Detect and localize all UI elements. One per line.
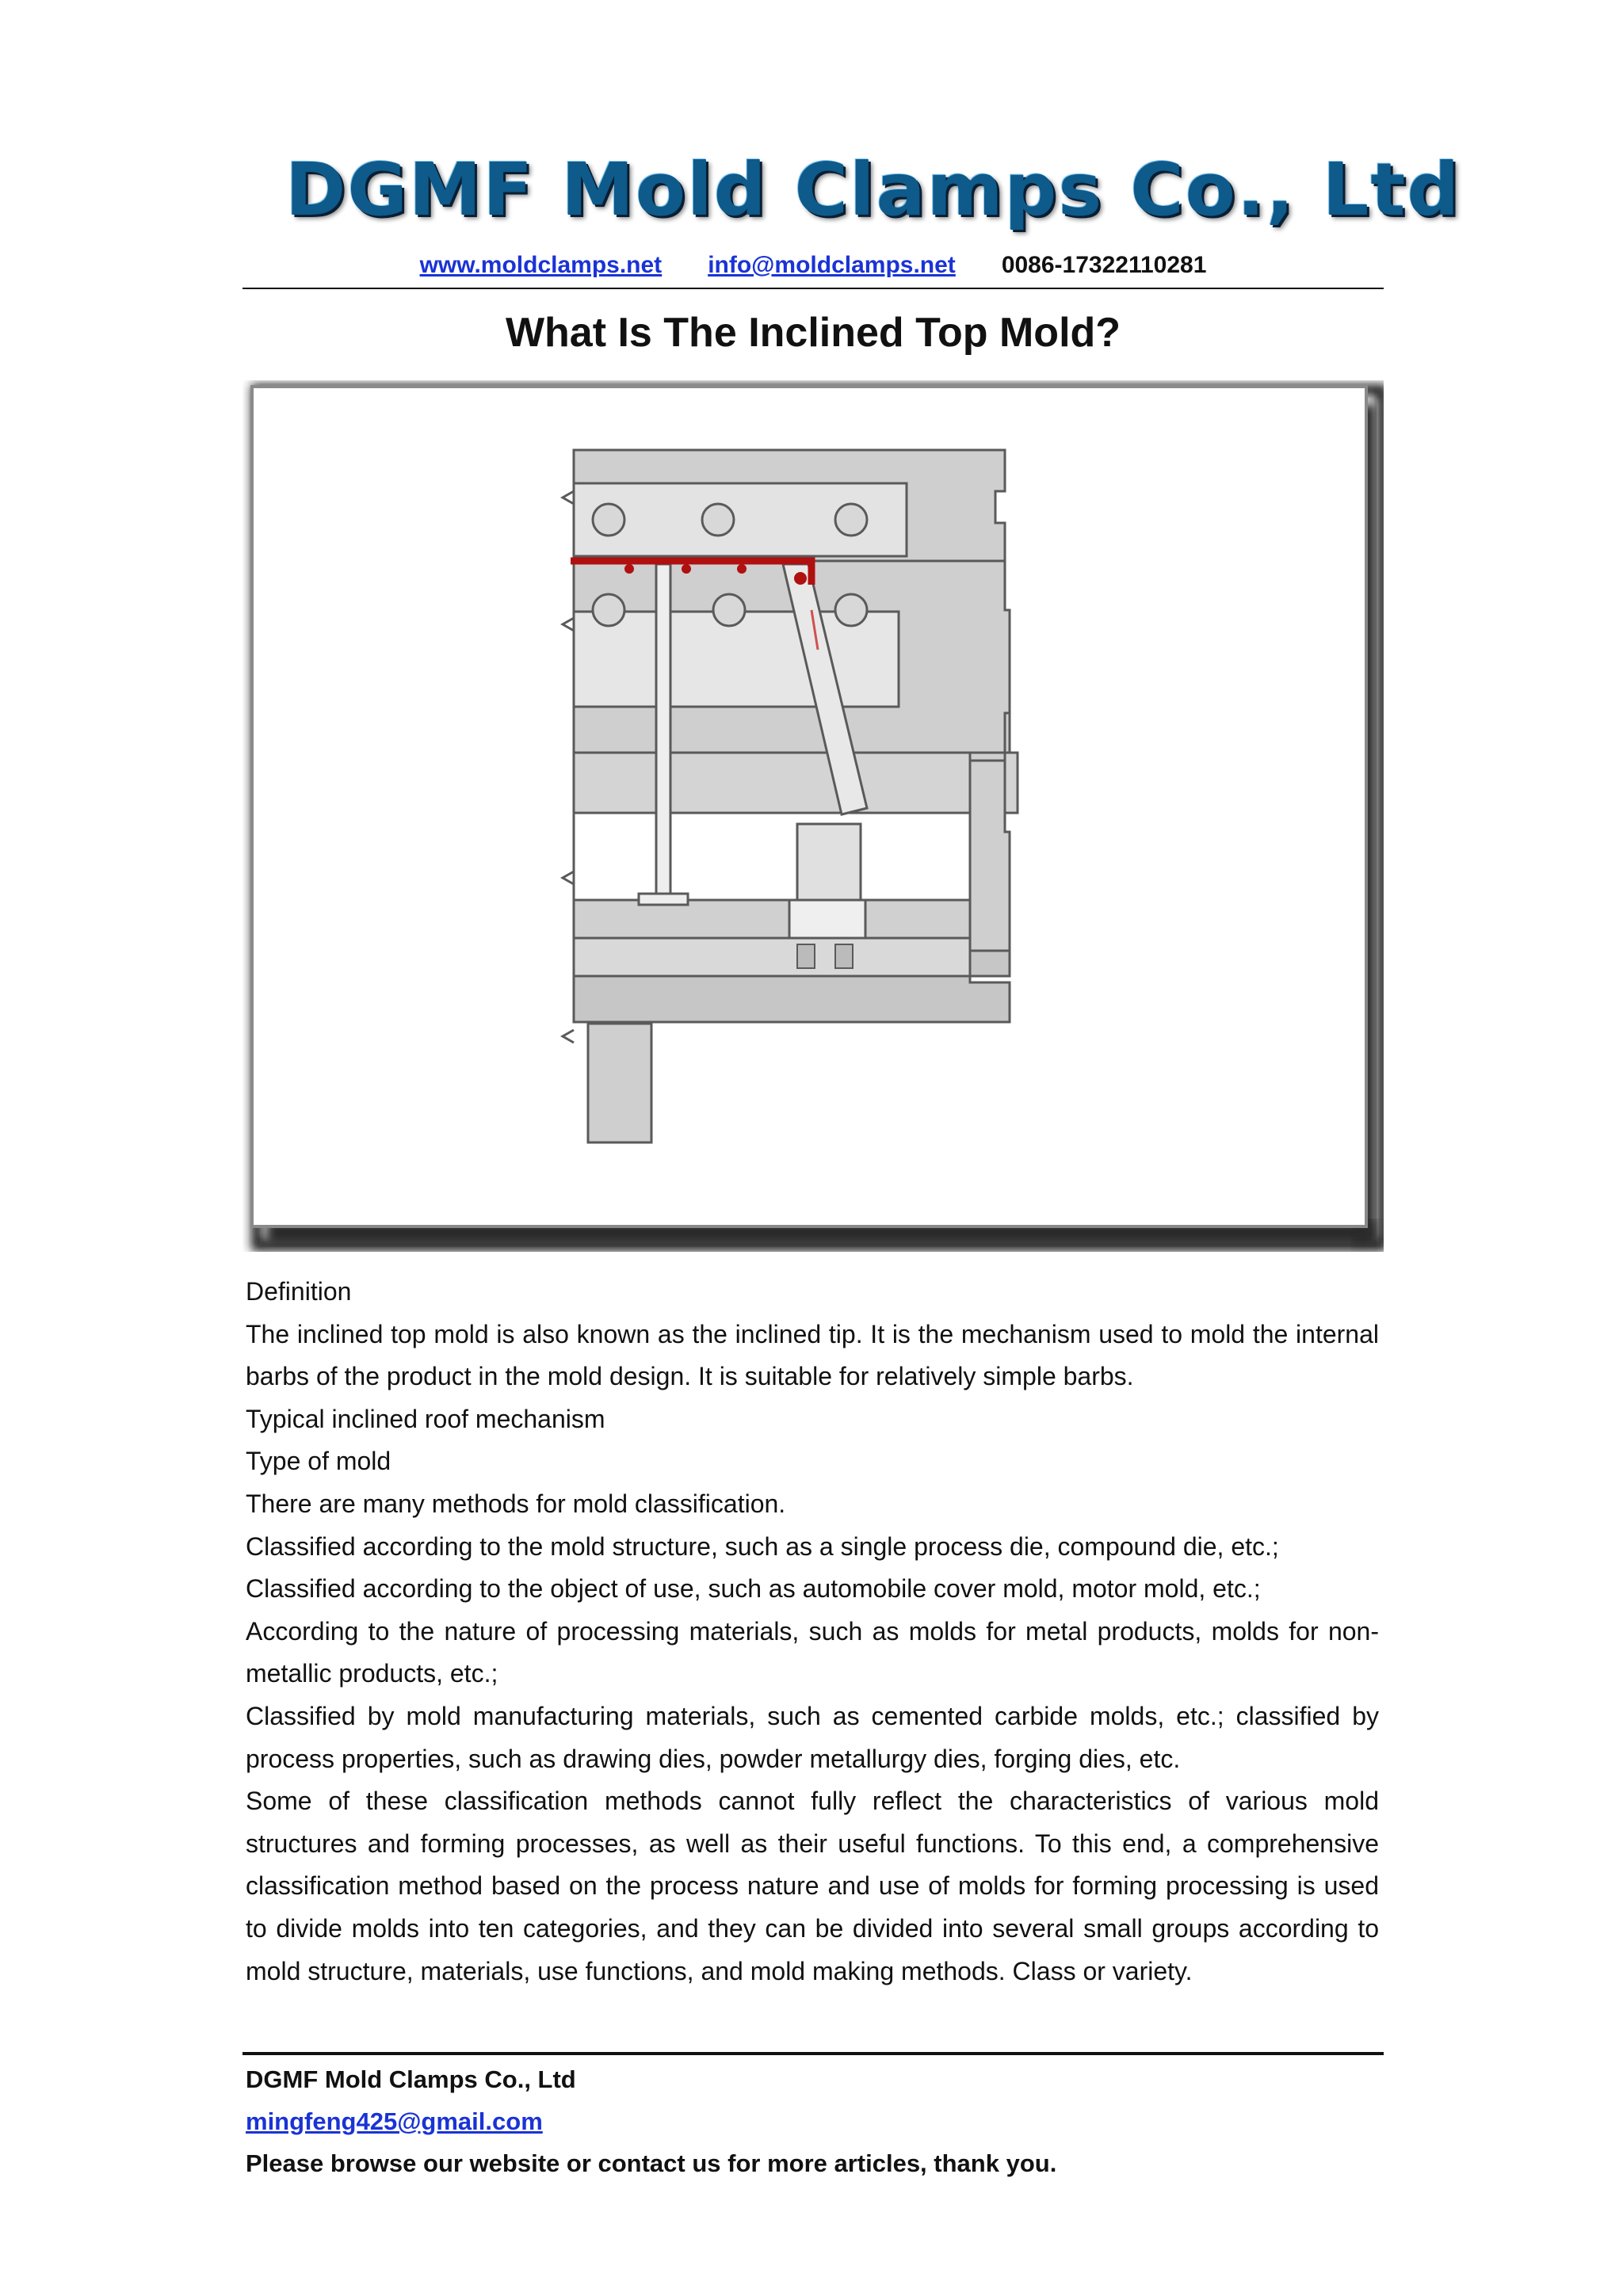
bolt-hole-1 [593,504,624,536]
article-body [246,1271,1379,1993]
header-contact-line [242,252,1384,288]
paragraph-by-manufacturing-material: Classified by mold manufacturing materials, such as cemented carbide molds, etc.; classified by process properties, such as drawing dies, powder metallurgy dies, forging dies, etc. [246,1701,1379,1773]
email-link[interactable]: info@moldclamps.net [708,252,956,278]
company-logo [285,147,1461,234]
bolt-hole-5 [713,594,745,626]
website-link[interactable]: www.moldclamps.net [419,252,663,278]
article-title: What Is The Inclined Top Mold? [505,310,1121,356]
ejector-retainer-plate [574,900,970,938]
bolt-hole-6 [835,594,867,626]
footer-company: DGMF Mold Clamps Co., Ltd [246,2065,576,2093]
barb-mark-2 [682,564,691,574]
logo-text: DGMF Mold Clamps Co., Ltd [285,147,1461,232]
barb-mark-1 [624,564,634,574]
bolt-hole-4 [593,594,624,626]
barb-mark-3 [737,564,747,574]
pin-head [639,894,688,905]
lifter-bolt-2 [835,944,853,968]
paragraph-definition: The inclined top mold is also known as the inclined tip. It is the mechanism used to mold the internal barbs of the product in the mold design. It is suitable for relatively simple barbs. [246,1319,1379,1391]
footer [246,2058,1379,2184]
footer-email-link[interactable]: mingfeng425@gmail.com [246,2107,543,2135]
header-divider [242,288,1384,289]
paragraph-comprehensive-method: Some of these classification methods cannot fully reflect the characteristics of various mold structures and forming processes, as well as their useful functions. To this end, a comprehensive classification method based on the process nature and use of molds for forming processing is used to divide molds into ten categories, and they can be divided into several small groups according to mold structure, materials, use functions, and mold making methods. Class or variety. [246,1787,1379,1985]
right-block [970,761,1010,951]
paragraph-definition-heading: Definition [246,1277,352,1306]
paragraph-type-heading: Type of mold [246,1447,391,1476]
support-plate [574,753,1018,813]
paragraph-classification-intro: There are many methods for mold classification. [246,1489,786,1518]
footer-divider [242,2052,1384,2055]
paragraph-by-structure: Classified according to the mold structure, such as a single process die, compound die, etc.; [246,1531,1279,1561]
paragraph-by-object: Classified according to the object of use, such as automobile cover mold, motor mold, etc.; [246,1574,1261,1604]
inclined-top-mold-figure [242,380,1384,1252]
paragraph-typical-mechanism: Typical inclined roof mechanism [246,1404,605,1433]
ejector-space [574,813,970,900]
phone-number: 0086-17322110281 [1001,252,1207,278]
lifter-base [789,900,865,938]
ejector-rod [588,1024,651,1142]
ejector-plate [574,938,970,976]
bolt-hole-3 [835,504,867,536]
bolt-hole-2 [702,504,734,536]
lifter-slide [797,824,861,900]
barb-mark-4 [794,572,807,585]
pin-shaft [656,564,670,897]
mold-diagram-svg [242,380,1384,1252]
lifter-bolt-1 [797,944,815,968]
footer-note: Please browse our website or contact us for more articles, thank you. [246,2149,1057,2177]
paragraph-by-material-nature: According to the nature of processing materials, such as molds for metal products, molds for non-metallic products, etc.; [246,1616,1379,1688]
